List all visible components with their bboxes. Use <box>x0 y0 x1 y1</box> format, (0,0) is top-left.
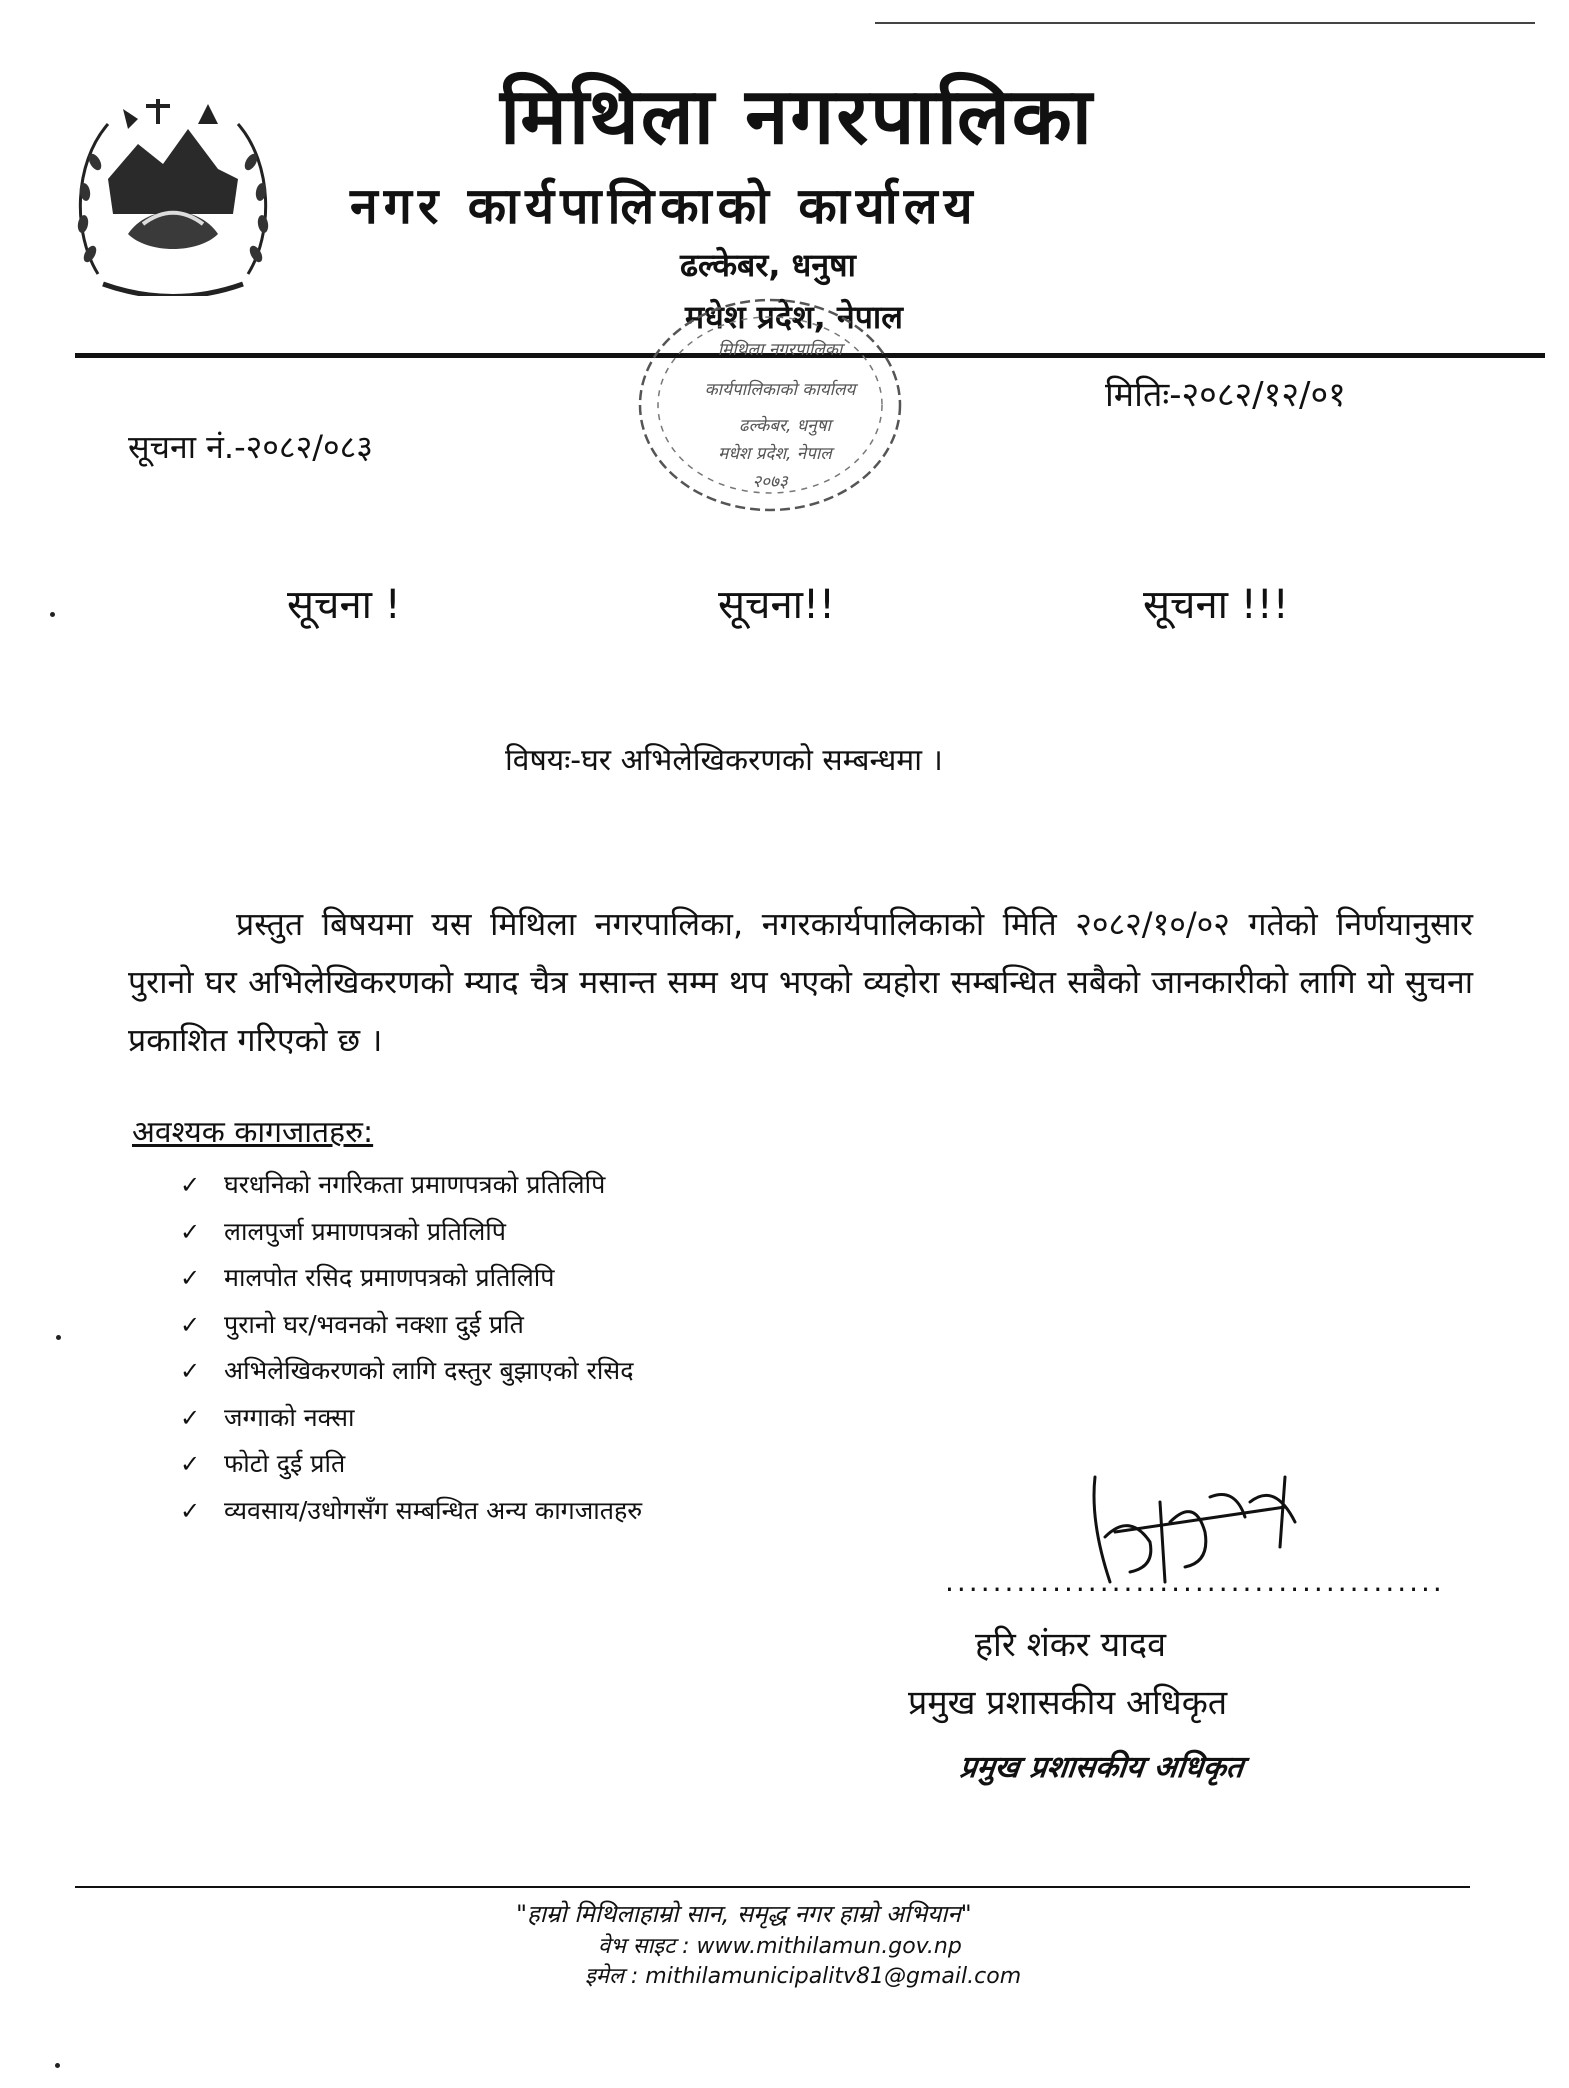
footer-slogan: "हाम्रो मिथिलाहाम्रो सान, समृद्ध नगर हाम्रो अभियान" <box>516 1900 972 1928</box>
list-item: ✓ घरधनिको नगरिकता प्रमाणपत्रको प्रतिलिपि <box>180 1162 642 1209</box>
check-icon: ✓ <box>180 1403 201 1432</box>
check-icon: ✓ <box>180 1310 201 1339</box>
signatory-name: हरि शंकर यादव <box>975 1625 1167 1665</box>
signatory-designation-stamp: प्रमुख प्रशासकीय अधिकृत <box>957 1750 1246 1785</box>
footer-website: वेभ साइट : www.mithilamun.gov.np <box>598 1934 962 1959</box>
list-item: ✓ व्यवसाय/उधोगसँग सम्बन्धित अन्य कागजातहरु <box>180 1488 642 1535</box>
check-icon: ✓ <box>180 1264 201 1292</box>
check-icon: ✓ <box>180 1217 201 1246</box>
requirements-list <box>180 1162 642 1534</box>
address-line-2: मधेश प्रदेश, नेपाल <box>685 298 903 336</box>
seal-text-1: मिथिला नगरपालिका <box>717 340 843 360</box>
subject-line: विषयः-घर अभिलेखिकरणको सम्बन्धमा । <box>505 743 943 778</box>
office-seal-stamp <box>620 285 920 515</box>
notice-banner-1: सूचना ! <box>287 582 401 628</box>
seal-text-2: कार्यपालिकाको कार्यालय <box>704 380 856 400</box>
check-icon: ✓ <box>180 1357 201 1385</box>
list-item: ✓ लालपुर्जा प्रमाणपत्रको प्रतिलिपि <box>180 1209 642 1256</box>
seal-text-3: ढल्केबर, धनुषा <box>739 416 831 436</box>
reference-number: सूचना नं.-२०८२/०८३ <box>128 428 373 466</box>
scan-speck <box>55 2063 60 2068</box>
top-edge-line <box>875 22 1535 24</box>
seal-text-5: २०७३ <box>752 472 788 492</box>
seal-text-4: मधेश प्रदेश, नेपाल <box>718 444 832 464</box>
notice-date: मितिः-२०८२/१२/०१ <box>1105 375 1346 415</box>
scan-speck <box>50 612 55 617</box>
check-icon: ✓ <box>180 1496 201 1525</box>
nepal-emblem-icon <box>68 84 278 296</box>
signature-dotted-line: .......................................... <box>945 1565 1445 1598</box>
notice-banner-3: सूचना !!! <box>1143 582 1289 628</box>
footer-email: इमेल : mithilamunicipalitv81@gmail.com <box>585 1964 1022 1989</box>
municipality-name: मिथिला नगरपालिका <box>500 72 1094 162</box>
signatory-title: प्रमुख प्रशासकीय अधिकृत <box>908 1683 1228 1723</box>
check-icon: ✓ <box>180 1171 201 1199</box>
requirements-heading: अवश्यक कागजातहरु: <box>132 1115 374 1150</box>
list-item: ✓ मालपोत रसिद प्रमाणपत्रको प्रतिलिपि <box>180 1255 642 1302</box>
address-line-1: ढल्केबर, धनुषा <box>680 246 856 284</box>
list-item: ✓ अभिलेखिकरणको लागि दस्तुर बुझाएको रसिद <box>180 1348 642 1395</box>
list-item: ✓ पुरानो घर/भवनको नक्शा दुई प्रति <box>180 1302 642 1349</box>
notice-banner-2: सूचना!! <box>718 582 836 628</box>
footer-divider <box>75 1886 1470 1888</box>
scan-speck <box>56 1335 61 1340</box>
list-item: ✓ फोटो दुई प्रति <box>180 1441 642 1488</box>
list-item: ✓ जग्गाको नक्सा <box>180 1395 642 1442</box>
office-name: नगर कार्यपालिकाको कार्यालय <box>350 177 979 235</box>
notice-body: प्रस्तुत बिषयमा यस मिथिला नगरपालिका, नगरकार्यपालिकाको मिति २०८२/१०/०२ गतेको निर्णयानुसार पुरानो घर अभिलेखिकरणको म्याद चैत्र मसान्त सम्म थप भएको व्यहोरा सम्बन्धित सबैको जानकारीको लागि यो सुचना प्रकाशित गरिएको छ । <box>128 905 1473 1059</box>
check-icon: ✓ <box>180 1450 201 1478</box>
